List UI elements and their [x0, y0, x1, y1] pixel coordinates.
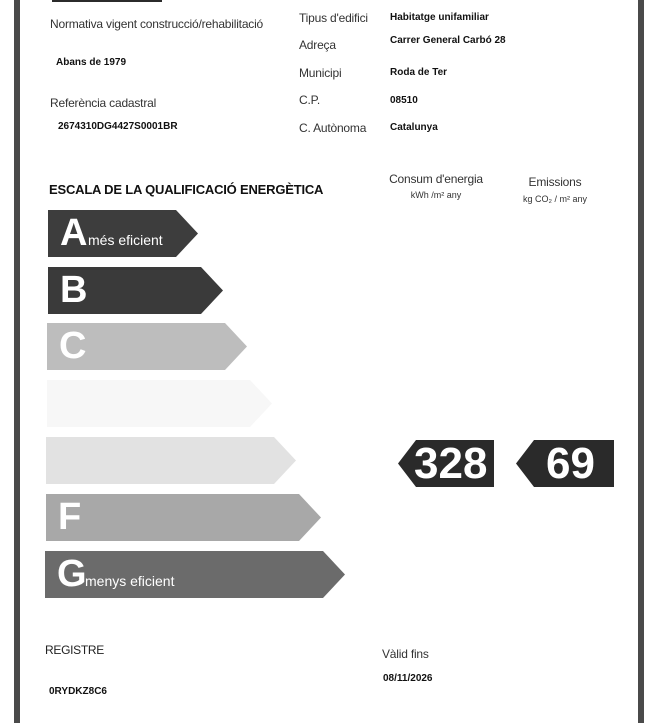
comunitat-label: C. Autònoma — [299, 121, 367, 135]
bar-letter: D — [59, 382, 87, 424]
rating-bar-b — [48, 267, 223, 314]
rating-bar-g — [45, 551, 345, 598]
bar-letter: F — [58, 496, 82, 538]
rating-bar-c — [47, 323, 247, 370]
adreca-label: Adreça — [299, 38, 336, 52]
consum-label: Consum d'energia — [389, 172, 483, 186]
referencia-value: 2674310DG4427S0001BR — [58, 121, 178, 132]
consum-indicator — [398, 440, 494, 487]
municipi-label: Municipi — [299, 66, 342, 80]
emissions-indicator — [516, 440, 614, 487]
bar-letter: A — [60, 212, 88, 254]
normativa-value: Abans de 1979 — [56, 57, 127, 68]
registre-label: REGISTRE — [45, 643, 104, 657]
cp-value: 08510 — [390, 95, 418, 106]
valid-value: 08/11/2026 — [383, 673, 433, 684]
cropped-heading-fragment — [52, 0, 162, 2]
tipus-value: Habitatge unifamiliar — [390, 12, 489, 23]
rating-bar-d — [47, 380, 272, 427]
municipi-value: Roda de Ter — [390, 67, 448, 78]
bar-letter: B — [60, 269, 88, 311]
bar-subtitle: més eficient — [88, 232, 163, 248]
adreca-value: Carrer General Carbó 28 — [390, 35, 506, 46]
cp-label: C.P. — [299, 93, 320, 107]
rating-bar-a — [48, 210, 198, 257]
comunitat-value: Catalunya — [390, 122, 438, 133]
consum-unit: kWh /m² any — [410, 190, 462, 200]
tipus-label: Tipus d'edifici — [299, 11, 368, 25]
scale-title: ESCALA DE LA QUALIFICACIÓ ENERGÈTICA — [49, 182, 324, 197]
rating-bar-e — [46, 437, 296, 484]
normativa-label: Normativa vigent construcció/rehabilitació — [50, 17, 264, 31]
bar-letter: E — [58, 439, 84, 481]
emissions-label: Emissions — [528, 175, 582, 189]
bar-letter: G — [57, 553, 87, 595]
bar-letter: C — [59, 325, 87, 367]
left-border — [14, 0, 20, 723]
emissions-value: 69 — [546, 439, 595, 488]
bar-arrow-shape — [46, 437, 296, 484]
valid-label: Vàlid fins — [382, 647, 429, 661]
referencia-label: Referència cadastral — [50, 96, 157, 110]
bar-subtitle: menys eficient — [85, 573, 175, 589]
right-border — [638, 0, 644, 723]
emissions-unit: kg CO₂ / m² any — [522, 194, 587, 204]
bar-arrow-shape — [46, 494, 321, 541]
rating-bar-f — [46, 494, 321, 541]
consum-value: 328 — [414, 439, 488, 488]
registre-value: 0RYDKZ8C6 — [49, 686, 107, 697]
